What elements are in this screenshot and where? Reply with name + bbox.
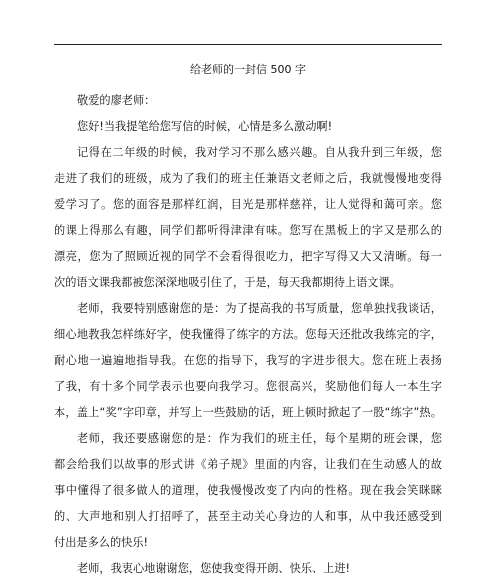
text-line: 都会给我们以故事的形式讲《弟子规》里面的内容，让我们在生动感人的故 xyxy=(54,458,442,471)
text-line: 的、大声地和别人打招呼了，甚至主动关心身边的人和事，从中我还感受到 xyxy=(54,510,442,523)
text-line: 敬爱的廖老师： xyxy=(77,94,156,107)
letter-body xyxy=(54,88,442,582)
text-line: 了我，有十多个同学表示也要向我学习。您很高兴，奖励他们每人一本生字 xyxy=(54,380,442,393)
text-line: 爱学习了。您的面容是那样红润，目光是那样慈祥，让人觉得和蔼可亲。您 xyxy=(54,198,442,211)
text-line: 老师，我要特别感谢您的是：为了提高我的书写质量，您单独找我谈话， xyxy=(77,302,442,315)
text-line: 次的语文课我都被您深深地吸引住了，于是，每天我都期待上语文课。 xyxy=(54,276,401,289)
document-title: 给老师的一封信 500 字 xyxy=(190,63,306,76)
text-line: 付出是多么的快乐! xyxy=(54,536,148,549)
header-rule xyxy=(54,44,442,45)
text-line: 的课上得那么有趣，同学们都听得津津有味。您写在黑板上的字又是那么的 xyxy=(54,224,442,237)
text-line: 记得在二年级的时候，我对学习不那么感兴趣。自从我升到三年级，您 xyxy=(77,146,442,159)
text-line: 走进了我们的班级，成为了我们的班主任兼语文老师之后，我就慢慢地变得 xyxy=(54,172,442,185)
text-line: 耐心地一遍遍地指导我。在您的指导下，我写的字进步很大。您在班上表扬 xyxy=(54,354,442,367)
text-line: 事中懂得了很多做人的道理，使我慢慢改变了内向的性格。现在我会笑眯眯 xyxy=(54,484,442,497)
text-line: 细心地教我怎样练好字，使我懂得了练字的方法。您每天还批改我练完的字， xyxy=(54,328,442,341)
text-line: 您好!当我提笔给您写信的时候，心情是多么激动啊! xyxy=(77,120,333,133)
text-line: 本，盖上“奖”字印章，并写上一些鼓励的话，班上顿时掀起了一股“练字”热。 xyxy=(54,406,442,419)
text-line: 老师，我衷心地谢谢您，您使我变得开朗、快乐、上进! xyxy=(77,562,350,575)
text-line: 漂亮，您为了照顾近视的同学不会看得很吃力，把字写得又大又清晰。每一 xyxy=(54,250,442,263)
text-line: 老师，我还要感谢您的是：作为我们的班主任，每个星期的班会课，您 xyxy=(77,432,442,445)
